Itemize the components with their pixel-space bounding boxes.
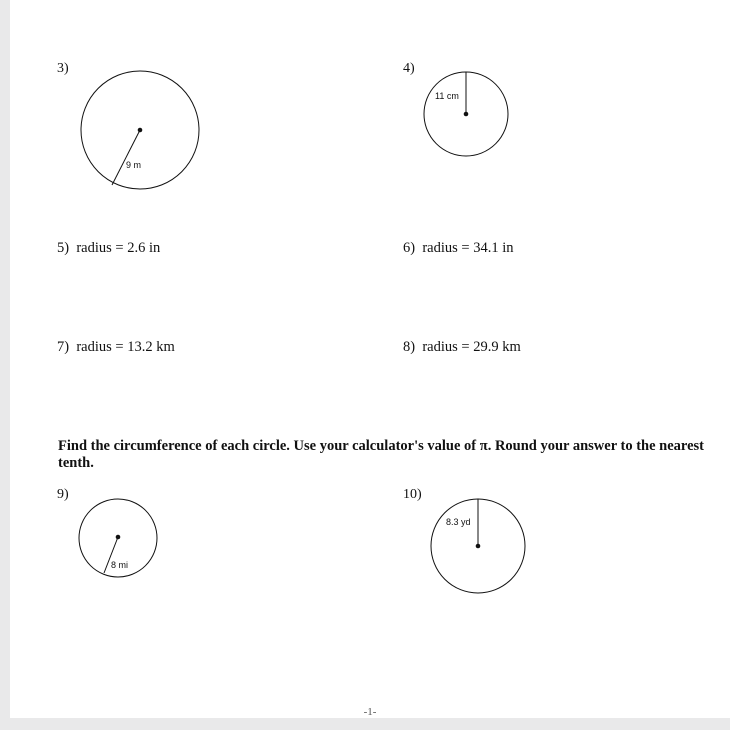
- problem-4-number: 4): [403, 61, 415, 76]
- problem-6-text: radius = 34.1 in: [422, 240, 514, 256]
- problem-8-number: 8): [403, 339, 416, 355]
- center-point: [116, 535, 121, 540]
- problem-3-circle-figure: [70, 60, 210, 200]
- radius-label: 8.3 yd: [446, 517, 471, 527]
- radius-line: [112, 130, 140, 185]
- problem-3-number: 3): [57, 61, 69, 76]
- problem-7-number: 7): [57, 339, 70, 355]
- section-instructions: Find the circumference of each circle. Use your calculator's value of π. Round your answer to the nearest tenth.: [58, 438, 704, 471]
- radius-label: 8 mi: [111, 560, 129, 570]
- problem-5-text: radius = 2.6 in: [76, 240, 161, 256]
- problem-5: [57, 240, 160, 257]
- page-number: -1-: [363, 706, 377, 718]
- problem-6: [403, 240, 514, 257]
- center-point: [476, 544, 481, 549]
- problem-5-number: 5): [57, 240, 70, 256]
- problem-10-circle-figure: [428, 496, 528, 596]
- problem-9-circle-figure: [76, 496, 160, 580]
- problem-10-number: 10): [403, 487, 422, 502]
- problem-9-number: 9): [57, 487, 69, 502]
- worksheet-page: [10, 0, 730, 718]
- problem-8-text: radius = 29.9 km: [422, 339, 521, 355]
- radius-label: 11 cm: [435, 91, 459, 101]
- center-point: [138, 128, 143, 133]
- problem-4-circle-figure: [420, 68, 512, 160]
- radius-label: 9 m: [126, 160, 142, 170]
- problem-6-number: 6): [403, 240, 416, 256]
- problem-7: [57, 339, 175, 356]
- problem-8: [403, 339, 521, 356]
- center-point: [464, 112, 469, 117]
- problem-7-text: radius = 13.2 km: [76, 339, 175, 355]
